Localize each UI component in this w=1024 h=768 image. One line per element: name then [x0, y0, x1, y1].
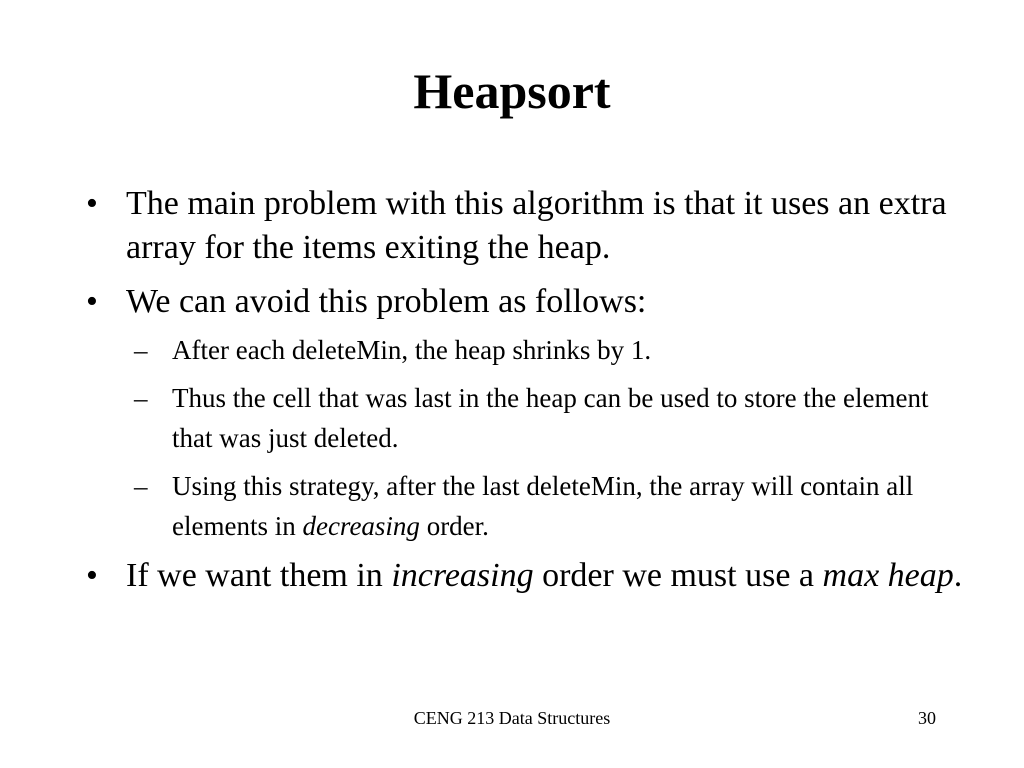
bullet-item: [86, 280, 966, 324]
dash-marker: –: [134, 471, 148, 501]
sub-bullet-text: Thus the cell that was last in the heap can be used to store the element that was just deleted.: [172, 383, 929, 453]
bullet-text: We can avoid this problem as follows:: [126, 283, 647, 320]
bullet-marker: •: [86, 283, 98, 320]
bullet-text: The main problem with this algorithm is that it uses an extra array for the items exiting the heap.: [126, 185, 947, 266]
emphasis-max-heap: max heap: [822, 557, 954, 594]
emphasis-increasing: increasing: [391, 557, 534, 594]
sub-bullet-list: [86, 330, 966, 546]
slide-content: [86, 182, 966, 608]
slide-title: Heapsort: [413, 63, 611, 119]
bullet-item: [86, 182, 966, 270]
footer-page-number: 30: [918, 708, 936, 728]
sub-bullet-text-after: order.: [419, 511, 489, 541]
bullet-marker: •: [86, 557, 98, 594]
emphasis-decreasing: decreasing: [302, 511, 420, 541]
sub-bullet-item: [86, 330, 966, 370]
dash-marker: –: [134, 335, 148, 365]
bullet-text-after: .: [953, 557, 963, 594]
sub-bullet-item: [86, 466, 966, 546]
sub-bullet-item: [86, 378, 966, 458]
sub-bullet-text-before: Using this strategy, after the last deleteMin, the array will contain all elements in: [172, 471, 914, 541]
sub-bullet-text: After each deleteMin, the heap shrinks by 1.: [172, 335, 652, 365]
bullet-marker: •: [86, 185, 98, 222]
bullet-text-before: If we want them in: [126, 557, 392, 594]
bullet-text-middle: order we must use a: [533, 557, 823, 594]
bullet-item: [86, 554, 966, 598]
footer-course: CENG 213 Data Structures: [413, 708, 611, 728]
dash-marker: –: [134, 383, 148, 413]
